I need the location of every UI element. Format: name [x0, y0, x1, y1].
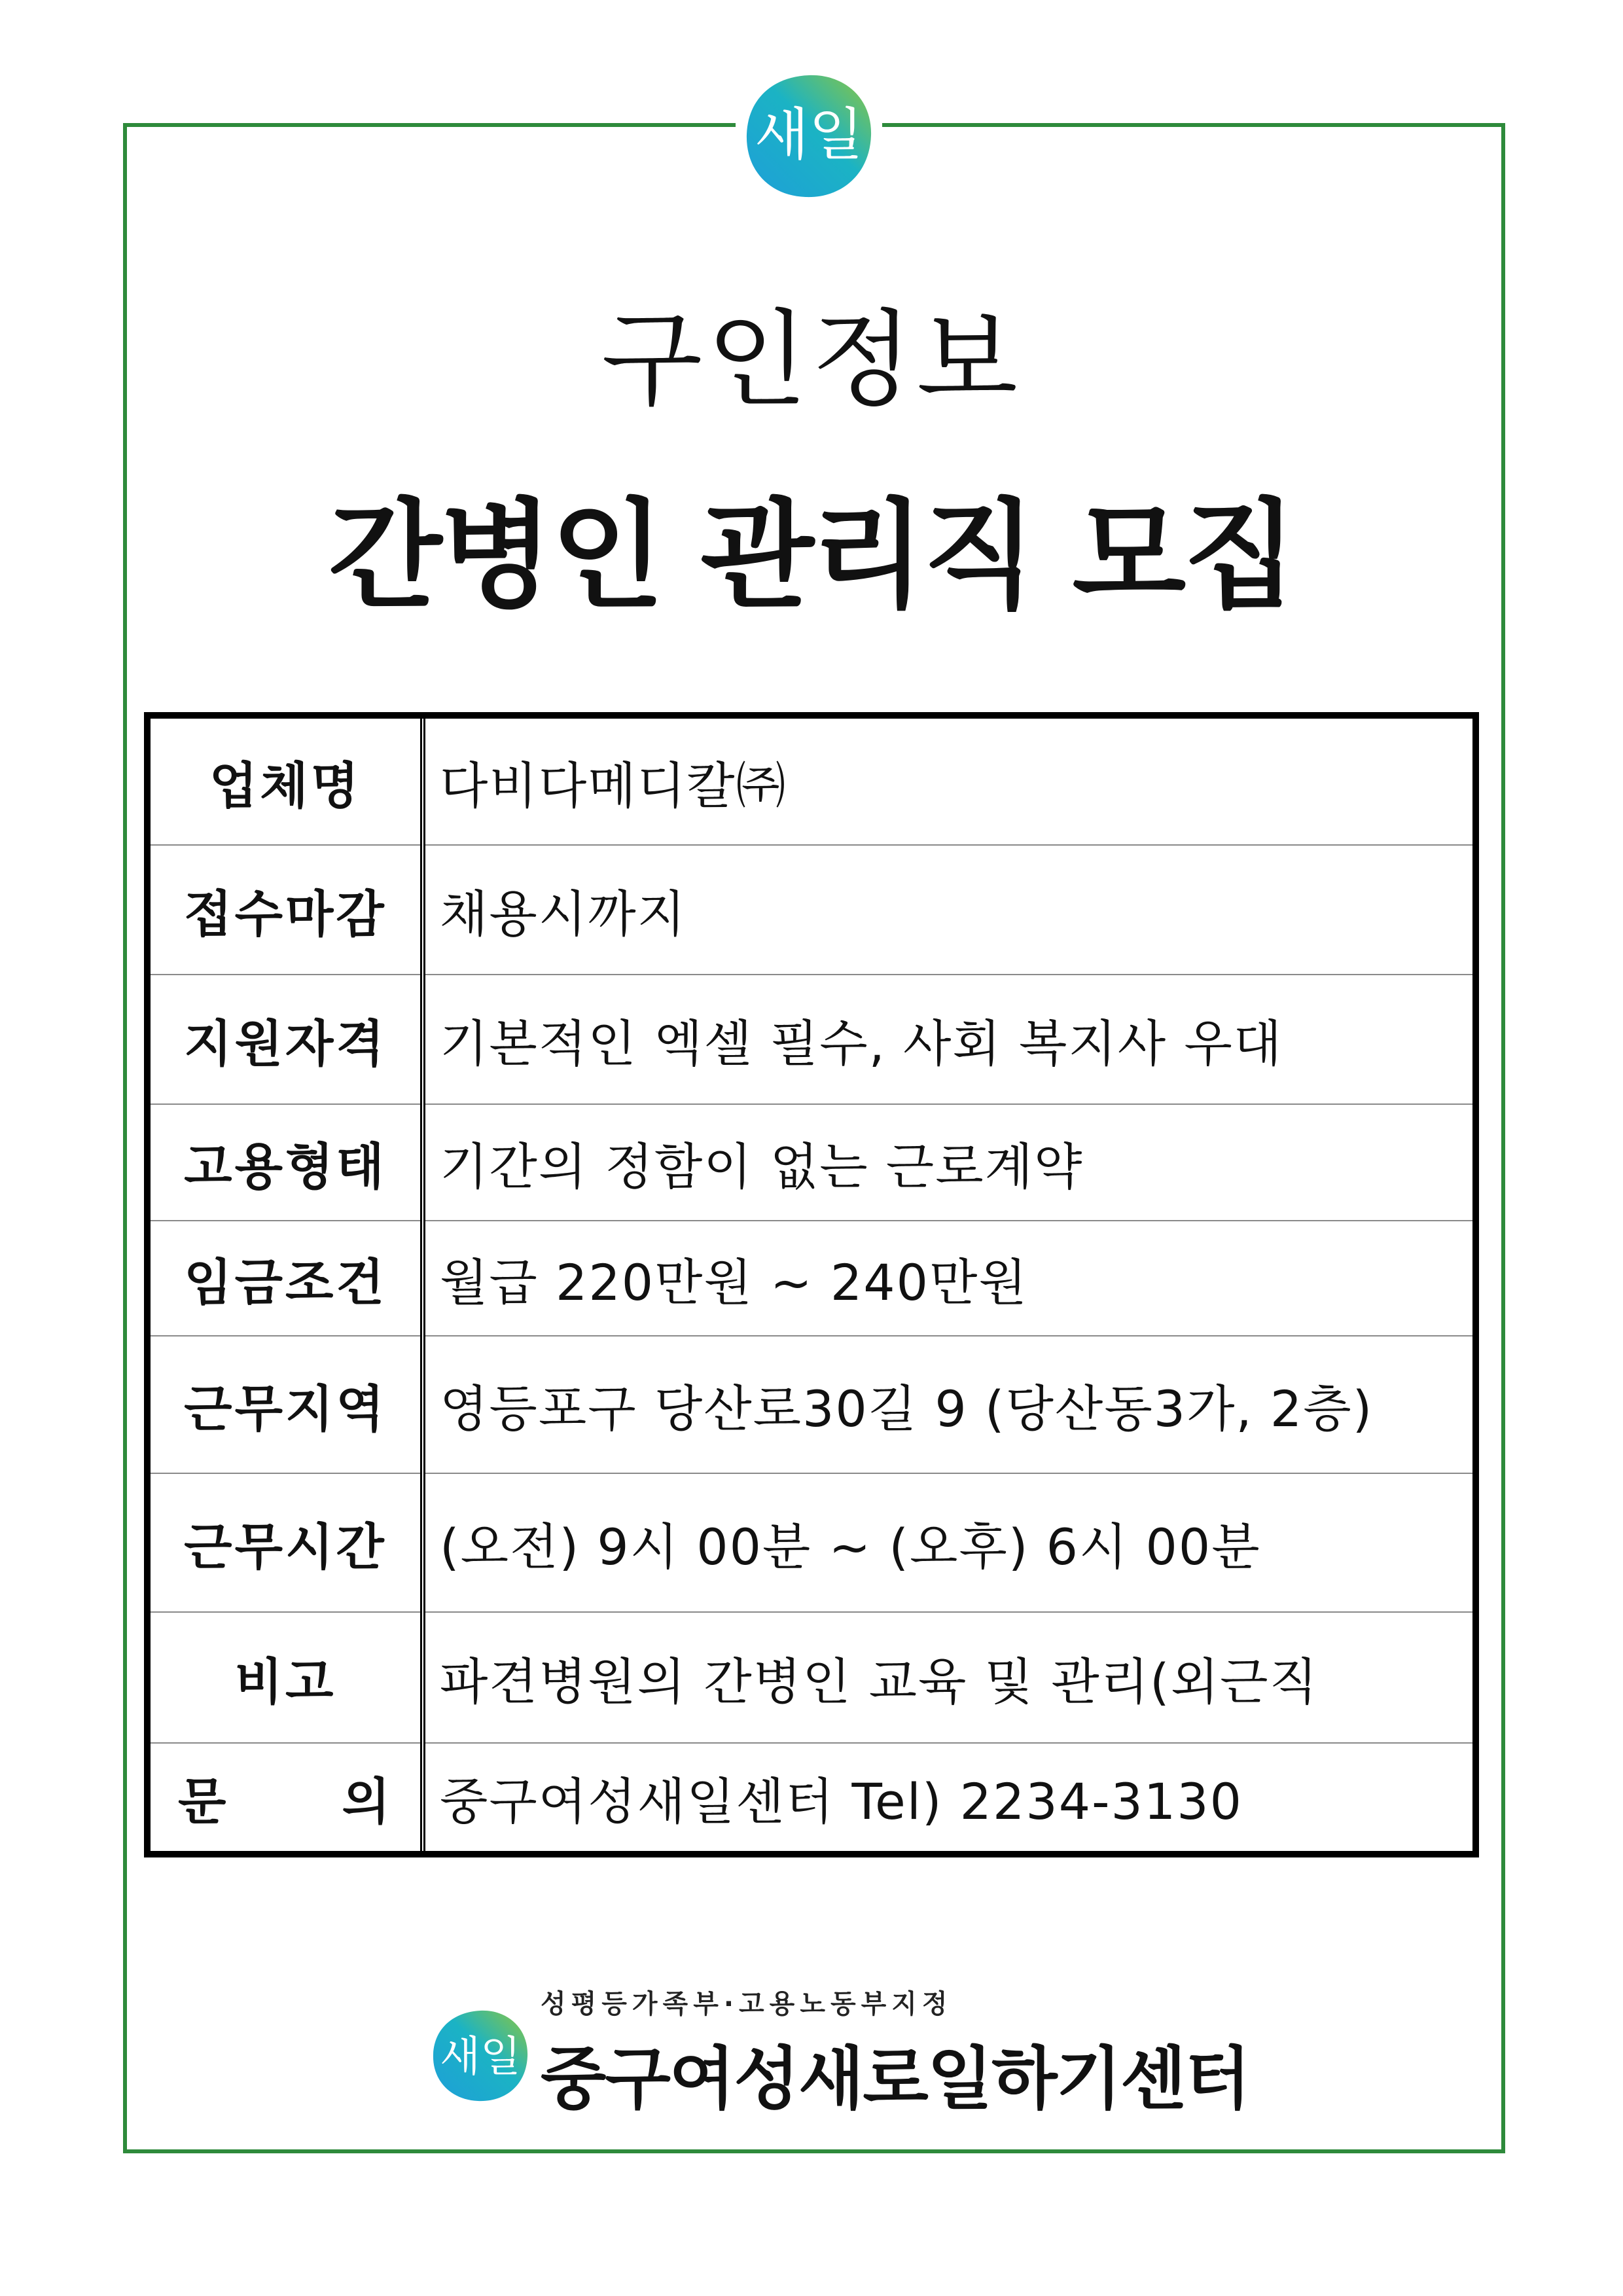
value-wage: 월급 220만원 ~ 240만원: [423, 1221, 1476, 1336]
value-work-hours: (오전) 9시 00분 ~ (오후) 6시 00분: [423, 1473, 1476, 1612]
label-company: 업체명: [147, 715, 423, 845]
page-title: 구인정보: [601, 298, 1022, 421]
job-headline: 간병인 관리직 모집: [328, 488, 1295, 624]
value-qualification: 기본적인 엑셀 필수, 사회 복지사 우대: [423, 975, 1476, 1104]
table-row: [147, 1104, 1476, 1221]
label-wage: 임금조건: [147, 1221, 423, 1336]
table-row: [147, 1336, 1476, 1473]
footer-logo-text: 새일: [440, 2033, 521, 2081]
label-inquiry-part-2: 의: [342, 1772, 393, 1831]
saeil-logo-text: 새일: [754, 102, 864, 168]
label-qualification: 지원자격: [147, 975, 423, 1104]
value-remarks: 파견병원의 간병인 교육 및 관리(외근직: [423, 1612, 1476, 1743]
table-row: [147, 1612, 1476, 1743]
footer: [0, 1983, 1623, 2127]
value-deadline: 채용시까지: [423, 845, 1476, 975]
label-inquiry: [147, 1743, 423, 1854]
table-row: [147, 715, 1476, 845]
table-row: [147, 975, 1476, 1104]
footer-saeil-logo-icon: [428, 2007, 533, 2105]
label-inquiry-wrap: [151, 1762, 420, 1833]
label-work-location: 근무지역: [147, 1336, 423, 1473]
value-work-location: 영등포구 당산로30길 9 (당산동3가, 2층): [423, 1336, 1476, 1473]
value-company: 다비다메디칼㈜: [423, 715, 1476, 845]
label-employment-type: 고용형태: [147, 1104, 423, 1221]
label-remarks: 비고: [147, 1612, 423, 1743]
footer-center-name: 중구여성새로일하기센터: [541, 2039, 1250, 2119]
label-work-hours: 근무시간: [147, 1473, 423, 1612]
table-row: [147, 1743, 1476, 1854]
job-info-table: [144, 712, 1479, 1857]
footer-designation: 성평등가족부·고용노동부지정: [541, 1989, 953, 2019]
label-deadline: 접수마감: [147, 845, 423, 975]
value-employment-type: 기간의 정함이 없는 근로계약: [423, 1104, 1476, 1221]
table-row: [147, 1221, 1476, 1336]
table-row: [147, 845, 1476, 975]
label-inquiry-part-1: 문: [178, 1772, 229, 1831]
value-inquiry: 중구여성새일센터 Tel) 2234-3130: [423, 1743, 1476, 1854]
saeil-logo-icon: [740, 70, 878, 201]
saeil-logo: [736, 68, 882, 203]
table-row: [147, 1473, 1476, 1612]
